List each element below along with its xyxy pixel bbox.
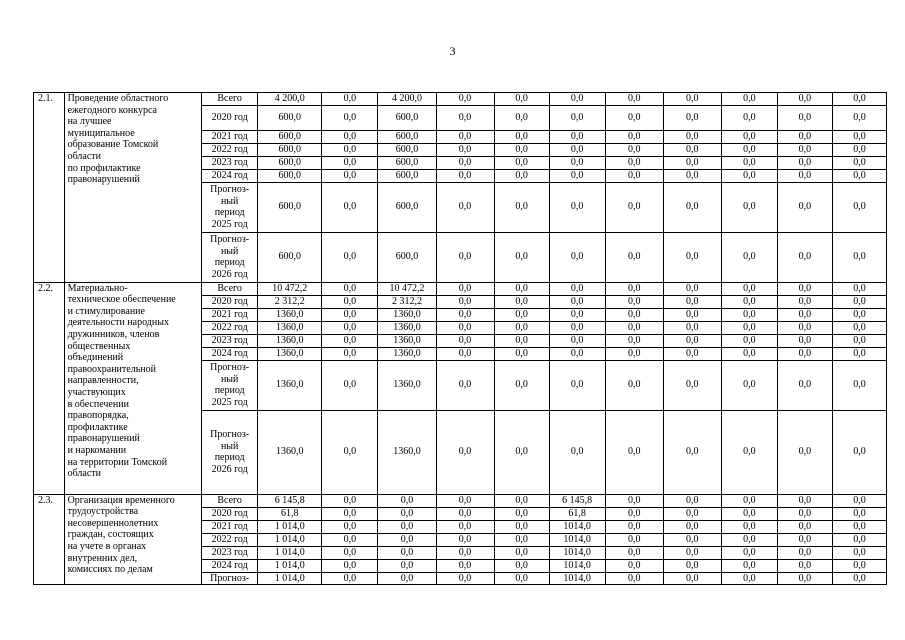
value-cell: 0,0 — [378, 494, 436, 507]
value-cell: 0,0 — [494, 533, 549, 546]
value-cell: 600,0 — [258, 143, 322, 156]
value-cell: 0,0 — [436, 546, 494, 559]
value-cell: 1360,0 — [378, 308, 436, 321]
value-cell: 0,0 — [663, 546, 721, 559]
value-cell: 0,0 — [322, 334, 378, 347]
value-cell: 0,0 — [494, 410, 549, 494]
value-cell: 0,0 — [436, 282, 494, 295]
value-cell: 0,0 — [832, 334, 886, 347]
table-row — [34, 282, 887, 295]
value-cell: 0,0 — [549, 347, 605, 360]
value-cell: 0,0 — [832, 559, 886, 572]
value-cell: 0,0 — [777, 282, 832, 295]
value-cell: 0,0 — [494, 308, 549, 321]
value-cell: 0,0 — [832, 106, 886, 131]
value-cell: 0,0 — [721, 410, 777, 494]
value-cell: 1360,0 — [378, 347, 436, 360]
value-cell: 0,0 — [549, 360, 605, 410]
value-cell: 1014,0 — [549, 559, 605, 572]
value-cell: 0,0 — [663, 360, 721, 410]
value-cell: 0,0 — [777, 546, 832, 559]
value-cell: 0,0 — [663, 308, 721, 321]
value-cell: 0,0 — [777, 232, 832, 282]
value-cell: 0,0 — [663, 347, 721, 360]
value-cell: 0,0 — [832, 131, 886, 144]
value-cell: 0,0 — [378, 546, 436, 559]
section-name: Проведение областного ежегодного конкурса на лучшее муниципальное образование Томской области по профилактике правонарушений — [64, 93, 202, 283]
value-cell: 0,0 — [378, 507, 436, 520]
value-cell: 0,0 — [832, 520, 886, 533]
value-cell: 0,0 — [494, 507, 549, 520]
value-cell: 0,0 — [436, 494, 494, 507]
value-cell: 0,0 — [605, 295, 663, 308]
value-cell: 6 145,8 — [549, 494, 605, 507]
value-cell: 0,0 — [549, 321, 605, 334]
value-cell: 0,0 — [721, 321, 777, 334]
period-cell: 2020 год — [202, 295, 258, 308]
period-cell: 2022 год — [202, 321, 258, 334]
value-cell: 0,0 — [777, 321, 832, 334]
value-cell: 0,0 — [605, 106, 663, 131]
value-cell: 0,0 — [605, 559, 663, 572]
value-cell: 0,0 — [777, 295, 832, 308]
value-cell: 0,0 — [549, 182, 605, 232]
value-cell: 0,0 — [322, 360, 378, 410]
value-cell: 0,0 — [322, 295, 378, 308]
value-cell: 0,0 — [721, 347, 777, 360]
value-cell: 0,0 — [663, 494, 721, 507]
value-cell: 600,0 — [378, 232, 436, 282]
period-cell: 2023 год — [202, 334, 258, 347]
section-name: Организация временного трудоустройства несовершеннолетних граждан, состоящих на учете в органах внутренних дел, комиссиях по делам — [64, 494, 202, 585]
value-cell: 0,0 — [436, 507, 494, 520]
value-cell: 0,0 — [322, 131, 378, 144]
value-cell: 0,0 — [322, 559, 378, 572]
value-cell: 0,0 — [605, 282, 663, 295]
period-cell: 2020 год — [202, 106, 258, 131]
value-cell: 1014,0 — [549, 520, 605, 533]
value-cell: 0,0 — [605, 360, 663, 410]
value-cell: 0,0 — [322, 169, 378, 182]
value-cell: 0,0 — [832, 143, 886, 156]
value-cell: 0,0 — [322, 143, 378, 156]
value-cell: 0,0 — [721, 93, 777, 106]
value-cell: 0,0 — [605, 93, 663, 106]
value-cell: 0,0 — [721, 232, 777, 282]
value-cell: 0,0 — [322, 520, 378, 533]
value-cell: 0,0 — [494, 282, 549, 295]
value-cell: 0,0 — [663, 334, 721, 347]
value-cell: 0,0 — [494, 182, 549, 232]
value-cell: 0,0 — [605, 232, 663, 282]
period-cell: Всего — [202, 282, 258, 295]
value-cell: 0,0 — [777, 143, 832, 156]
value-cell: 0,0 — [605, 494, 663, 507]
value-cell: 0,0 — [436, 295, 494, 308]
value-cell: 0,0 — [605, 347, 663, 360]
table-row — [34, 93, 887, 106]
section-number: 2.1. — [34, 93, 65, 283]
value-cell: 0,0 — [721, 520, 777, 533]
value-cell: 0,0 — [721, 334, 777, 347]
value-cell: 0,0 — [777, 182, 832, 232]
value-cell: 0,0 — [436, 169, 494, 182]
value-cell: 0,0 — [436, 156, 494, 169]
value-cell: 0,0 — [436, 232, 494, 282]
value-cell: 600,0 — [378, 143, 436, 156]
value-cell: 0,0 — [663, 559, 721, 572]
value-cell: 0,0 — [494, 334, 549, 347]
value-cell: 0,0 — [832, 494, 886, 507]
value-cell: 600,0 — [258, 156, 322, 169]
value-cell: 0,0 — [494, 347, 549, 360]
value-cell: 0,0 — [605, 131, 663, 144]
value-cell: 0,0 — [322, 347, 378, 360]
value-cell: 0,0 — [436, 321, 494, 334]
value-cell: 0,0 — [777, 106, 832, 131]
value-cell: 0,0 — [663, 295, 721, 308]
value-cell: 1014,0 — [549, 533, 605, 546]
value-cell: 1360,0 — [378, 360, 436, 410]
value-cell: 0,0 — [832, 533, 886, 546]
value-cell: 0,0 — [721, 494, 777, 507]
value-cell: 1 014,0 — [258, 520, 322, 533]
value-cell: 0,0 — [663, 321, 721, 334]
value-cell: 0,0 — [322, 507, 378, 520]
value-cell: 0,0 — [494, 131, 549, 144]
value-cell: 1360,0 — [258, 360, 322, 410]
value-cell: 0,0 — [378, 572, 436, 585]
value-cell: 0,0 — [494, 232, 549, 282]
value-cell: 0,0 — [436, 93, 494, 106]
value-cell: 0,0 — [832, 308, 886, 321]
value-cell: 0,0 — [494, 143, 549, 156]
value-cell: 600,0 — [258, 232, 322, 282]
period-cell: 2024 год — [202, 347, 258, 360]
value-cell: 0,0 — [549, 143, 605, 156]
value-cell: 0,0 — [832, 169, 886, 182]
period-cell: Всего — [202, 494, 258, 507]
value-cell: 0,0 — [777, 494, 832, 507]
value-cell: 0,0 — [494, 106, 549, 131]
value-cell: 0,0 — [436, 334, 494, 347]
value-cell: 0,0 — [663, 93, 721, 106]
value-cell: 0,0 — [494, 169, 549, 182]
value-cell: 0,0 — [777, 572, 832, 585]
value-cell: 0,0 — [494, 494, 549, 507]
value-cell: 0,0 — [494, 321, 549, 334]
value-cell: 0,0 — [663, 410, 721, 494]
value-cell: 0,0 — [494, 156, 549, 169]
value-cell: 0,0 — [832, 321, 886, 334]
value-cell: 0,0 — [721, 308, 777, 321]
value-cell: 0,0 — [322, 182, 378, 232]
period-cell: 2022 год — [202, 143, 258, 156]
value-cell: 0,0 — [605, 334, 663, 347]
value-cell: 0,0 — [436, 347, 494, 360]
value-cell: 0,0 — [549, 93, 605, 106]
value-cell: 0,0 — [777, 131, 832, 144]
value-cell: 0,0 — [663, 106, 721, 131]
value-cell: 600,0 — [258, 182, 322, 232]
value-cell: 1360,0 — [258, 308, 322, 321]
value-cell: 0,0 — [777, 334, 832, 347]
period-cell: 2023 год — [202, 156, 258, 169]
value-cell: 0,0 — [721, 182, 777, 232]
value-cell: 600,0 — [258, 106, 322, 131]
value-cell: 10 472,2 — [258, 282, 322, 295]
period-cell: 2020 год — [202, 507, 258, 520]
value-cell: 0,0 — [605, 169, 663, 182]
value-cell: 0,0 — [605, 533, 663, 546]
value-cell: 1360,0 — [258, 410, 322, 494]
value-cell: 61,8 — [258, 507, 322, 520]
value-cell: 0,0 — [322, 410, 378, 494]
value-cell: 1360,0 — [378, 321, 436, 334]
value-cell: 0,0 — [832, 360, 886, 410]
period-cell: 2021 год — [202, 131, 258, 144]
value-cell: 0,0 — [549, 156, 605, 169]
value-cell: 0,0 — [549, 131, 605, 144]
value-cell: 0,0 — [605, 321, 663, 334]
value-cell: 0,0 — [436, 533, 494, 546]
value-cell: 0,0 — [663, 232, 721, 282]
value-cell: 0,0 — [777, 507, 832, 520]
section-name: Материально- техническое обеспечение и стимулирование деятельности народных дружинников, членов общественных объединений правоохранительной направленности, участвующих в обеспечении правопорядка, профилактике правонарушений и наркомании на территории Томской области — [64, 282, 202, 494]
value-cell: 0,0 — [721, 572, 777, 585]
value-cell: 0,0 — [721, 559, 777, 572]
value-cell: 0,0 — [605, 520, 663, 533]
value-cell: 1014,0 — [549, 546, 605, 559]
value-cell: 0,0 — [777, 410, 832, 494]
value-cell: 0,0 — [721, 295, 777, 308]
value-cell: 0,0 — [721, 131, 777, 144]
value-cell: 600,0 — [378, 106, 436, 131]
value-cell: 2 312,2 — [378, 295, 436, 308]
value-cell: 0,0 — [721, 143, 777, 156]
value-cell: 0,0 — [832, 572, 886, 585]
value-cell: 0,0 — [605, 143, 663, 156]
value-cell: 600,0 — [378, 156, 436, 169]
value-cell: 0,0 — [549, 334, 605, 347]
value-cell: 0,0 — [721, 282, 777, 295]
value-cell: 0,0 — [663, 282, 721, 295]
period-cell: Прогноз- ный период 2026 год — [202, 232, 258, 282]
value-cell: 0,0 — [777, 308, 832, 321]
period-cell: Всего — [202, 93, 258, 106]
page-number: 3 — [449, 44, 456, 58]
value-cell: 0,0 — [605, 308, 663, 321]
value-cell: 0,0 — [436, 572, 494, 585]
period-cell: 2023 год — [202, 546, 258, 559]
value-cell: 0,0 — [549, 295, 605, 308]
value-cell: 0,0 — [549, 232, 605, 282]
period-cell: 2021 год — [202, 308, 258, 321]
value-cell: 0,0 — [721, 546, 777, 559]
value-cell: 0,0 — [436, 520, 494, 533]
value-cell: 2 312,2 — [258, 295, 322, 308]
value-cell: 0,0 — [721, 106, 777, 131]
value-cell: 0,0 — [777, 520, 832, 533]
value-cell: 0,0 — [322, 494, 378, 507]
value-cell: 1014,0 — [549, 572, 605, 585]
value-cell: 0,0 — [777, 169, 832, 182]
value-cell: 4 200,0 — [258, 93, 322, 106]
value-cell: 0,0 — [378, 533, 436, 546]
value-cell: 0,0 — [436, 131, 494, 144]
period-cell: Прогноз- ный период 2026 год — [202, 410, 258, 494]
value-cell: 0,0 — [832, 232, 886, 282]
value-cell: 0,0 — [494, 93, 549, 106]
value-cell: 0,0 — [322, 282, 378, 295]
value-cell: 0,0 — [777, 533, 832, 546]
budget-table — [33, 92, 887, 585]
value-cell: 0,0 — [832, 156, 886, 169]
value-cell: 0,0 — [605, 546, 663, 559]
value-cell: 0,0 — [832, 295, 886, 308]
period-cell: 2024 год — [202, 169, 258, 182]
value-cell: 0,0 — [322, 321, 378, 334]
value-cell: 4 200,0 — [378, 93, 436, 106]
value-cell: 0,0 — [721, 156, 777, 169]
period-cell: 2021 год — [202, 520, 258, 533]
value-cell: 1360,0 — [378, 410, 436, 494]
value-cell: 0,0 — [832, 182, 886, 232]
value-cell: 0,0 — [322, 546, 378, 559]
value-cell: 1360,0 — [258, 347, 322, 360]
value-cell: 0,0 — [605, 507, 663, 520]
value-cell: 0,0 — [494, 360, 549, 410]
value-cell: 0,0 — [663, 156, 721, 169]
value-cell: 0,0 — [436, 360, 494, 410]
value-cell: 0,0 — [605, 182, 663, 232]
value-cell: 0,0 — [494, 520, 549, 533]
value-cell: 0,0 — [832, 347, 886, 360]
value-cell: 1 014,0 — [258, 559, 322, 572]
period-cell: 2024 год — [202, 559, 258, 572]
value-cell: 0,0 — [436, 106, 494, 131]
value-cell: 0,0 — [605, 410, 663, 494]
section-number: 2.3. — [34, 494, 65, 585]
value-cell: 1 014,0 — [258, 546, 322, 559]
value-cell: 0,0 — [436, 182, 494, 232]
value-cell: 0,0 — [663, 533, 721, 546]
value-cell: 0,0 — [777, 156, 832, 169]
value-cell: 0,0 — [322, 93, 378, 106]
value-cell: 0,0 — [663, 520, 721, 533]
value-cell: 0,0 — [322, 156, 378, 169]
value-cell: 600,0 — [258, 131, 322, 144]
value-cell: 0,0 — [663, 143, 721, 156]
value-cell: 0,0 — [777, 347, 832, 360]
value-cell: 0,0 — [605, 572, 663, 585]
value-cell: 600,0 — [378, 131, 436, 144]
value-cell: 0,0 — [436, 308, 494, 321]
value-cell: 0,0 — [777, 559, 832, 572]
value-cell: 1360,0 — [258, 334, 322, 347]
value-cell: 0,0 — [494, 572, 549, 585]
value-cell: 600,0 — [258, 169, 322, 182]
section-number: 2.2. — [34, 282, 65, 494]
value-cell: 0,0 — [322, 232, 378, 282]
value-cell: 0,0 — [832, 410, 886, 494]
value-cell: 0,0 — [378, 520, 436, 533]
value-cell: 0,0 — [663, 131, 721, 144]
value-cell: 0,0 — [721, 169, 777, 182]
value-cell: 0,0 — [777, 360, 832, 410]
value-cell: 0,0 — [721, 507, 777, 520]
value-cell: 0,0 — [663, 169, 721, 182]
value-cell: 0,0 — [832, 507, 886, 520]
value-cell: 600,0 — [378, 169, 436, 182]
value-cell: 0,0 — [436, 559, 494, 572]
value-cell: 0,0 — [832, 282, 886, 295]
value-cell: 61,8 — [549, 507, 605, 520]
period-cell: 2022 год — [202, 533, 258, 546]
period-cell: Прогноз- — [202, 572, 258, 585]
value-cell: 10 472,2 — [378, 282, 436, 295]
value-cell: 0,0 — [549, 169, 605, 182]
value-cell: 0,0 — [549, 106, 605, 131]
value-cell: 0,0 — [322, 533, 378, 546]
value-cell: 1 014,0 — [258, 533, 322, 546]
value-cell: 0,0 — [322, 308, 378, 321]
value-cell: 0,0 — [494, 546, 549, 559]
value-cell: 0,0 — [436, 143, 494, 156]
value-cell: 0,0 — [605, 156, 663, 169]
value-cell: 0,0 — [663, 507, 721, 520]
value-cell: 0,0 — [494, 559, 549, 572]
value-cell: 0,0 — [549, 282, 605, 295]
value-cell: 0,0 — [832, 93, 886, 106]
value-cell: 1 014,0 — [258, 572, 322, 585]
value-cell: 0,0 — [721, 533, 777, 546]
period-cell: Прогноз- ный период 2025 год — [202, 182, 258, 232]
value-cell: 0,0 — [494, 295, 549, 308]
value-cell: 0,0 — [832, 546, 886, 559]
value-cell: 0,0 — [549, 410, 605, 494]
value-cell: 0,0 — [777, 93, 832, 106]
value-cell: 1360,0 — [258, 321, 322, 334]
value-cell: 1360,0 — [378, 334, 436, 347]
value-cell: 0,0 — [322, 572, 378, 585]
value-cell: 0,0 — [663, 572, 721, 585]
value-cell: 0,0 — [549, 308, 605, 321]
value-cell: 0,0 — [663, 182, 721, 232]
value-cell: 600,0 — [378, 182, 436, 232]
period-cell: Прогноз- ный период 2025 год — [202, 360, 258, 410]
value-cell: 0,0 — [436, 410, 494, 494]
value-cell: 0,0 — [378, 559, 436, 572]
table-body — [34, 93, 887, 585]
value-cell: 0,0 — [322, 106, 378, 131]
value-cell: 6 145,8 — [258, 494, 322, 507]
value-cell: 0,0 — [721, 360, 777, 410]
table-row — [34, 494, 887, 507]
